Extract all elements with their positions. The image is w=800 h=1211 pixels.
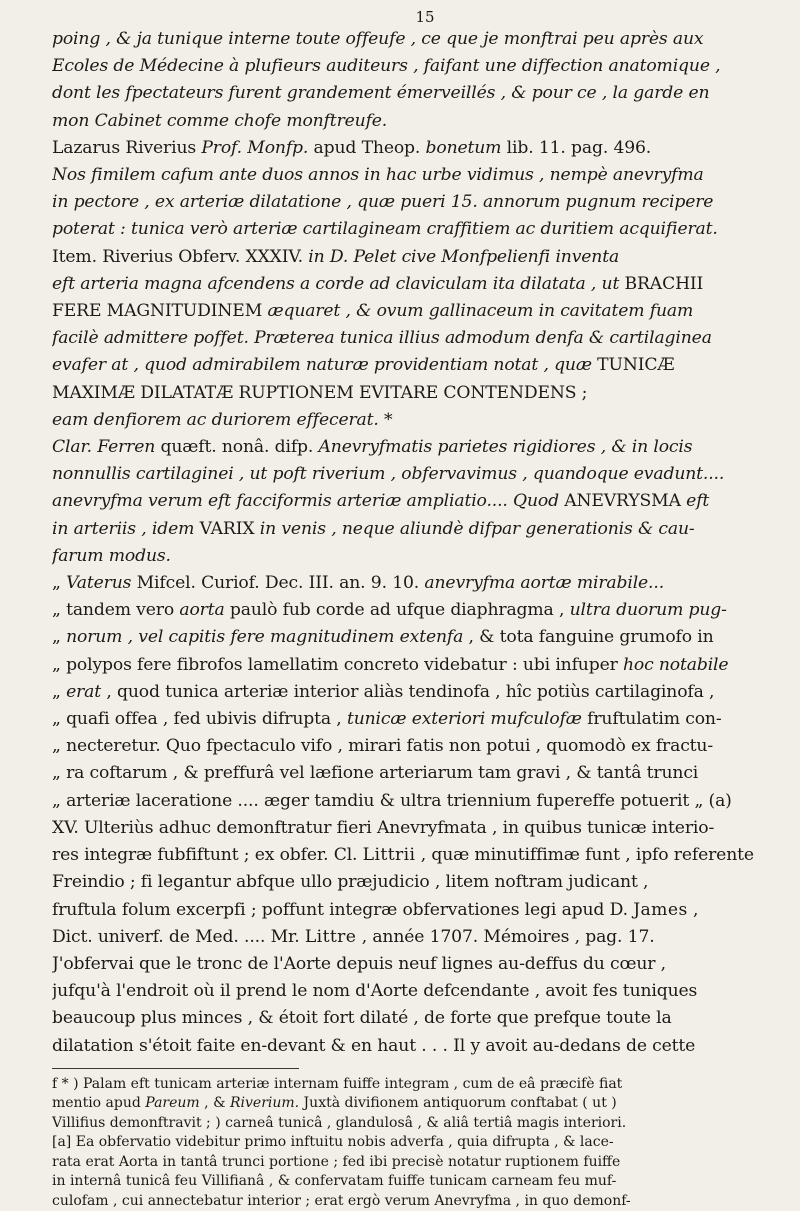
text-line: [52, 924, 758, 951]
text-run: mon Cabinet comme chofe monftreufe.: [52, 110, 388, 131]
text-run: „ arteriæ laceratione .... æger tamdiu & ultra triennium fupereffe potuerit „ (a): [52, 790, 732, 811]
footnote-line: [52, 1153, 758, 1173]
text-run: Ecoles de Médecine à plufieurs auditeurs , faifant une diffection anatomique ,: [52, 56, 721, 77]
text-line: [52, 733, 758, 760]
text-line: [52, 352, 758, 379]
text-run: J'obfervai que le tronc de l'Aorte depuis neuf lignes au-deffus du cœur ,: [52, 953, 666, 974]
text-run: dilatation s'étoit faite en-devant & en haut . . . Il y avoit au-dedans de cette: [52, 1035, 696, 1056]
text-run: bonetum: [425, 137, 502, 158]
text-run: dont les fpectateurs furent grandement émerveillés , & pour ce , la garde en: [52, 83, 710, 104]
body-text: [52, 26, 758, 1060]
text-run: „ quafi offea , fed ubivis difrupta ,: [52, 709, 347, 730]
text-line: [52, 488, 758, 515]
text-line: [52, 951, 758, 978]
text-run: mentio apud: [52, 1095, 146, 1112]
text-run: XV. Ulteriùs adhuc demonftratur fieri Anevryfmata , in quibus tunicæ interio-: [52, 817, 715, 838]
text-line: [52, 624, 758, 651]
text-line: [52, 1033, 758, 1060]
text-run: apud Theop.: [308, 137, 426, 158]
text-line: [52, 80, 758, 107]
text-run: Littre: [304, 926, 357, 947]
text-line: [52, 244, 758, 271]
text-run: „: [52, 627, 67, 648]
text-run: Juxtà divifionem antiquorum conftabat ( ut ): [299, 1095, 617, 1112]
text-run: Nos fimilem cafum ante duos annos in hac urbe vidimus , nempè anevryfma: [52, 165, 704, 186]
text-line: [52, 461, 758, 488]
text-line: [52, 380, 758, 407]
text-run: TUNICÆ: [591, 355, 675, 376]
text-line: [52, 842, 758, 869]
footnote-line: [52, 1172, 758, 1192]
text-run: , &: [199, 1095, 230, 1112]
text-line: [52, 162, 758, 189]
text-run: „: [52, 681, 67, 702]
text-run: „ polypos fere fibrofos lamellatim concreto videbatur : ubi infuper: [52, 654, 623, 675]
text-run: Dict. univerf. de Med. .... Mr.: [52, 926, 305, 947]
text-run: nonnullis cartilaginei , ut poft riverium , obfervavimus , quandoque evadunt....: [52, 464, 725, 485]
text-run: ANEVRYSMA: [558, 491, 687, 512]
text-run: in venis , neque aliundè difpar generationis & cau-: [259, 518, 695, 539]
text-run: Prof. Monfp.: [201, 137, 309, 158]
text-run: eft arteria magna afcendens a corde ad claviculam ita dilatata , ut: [52, 273, 620, 294]
text-run: , quæ minutiffimæ funt , ipfo referente: [415, 845, 754, 866]
text-line: [52, 516, 758, 543]
text-run: , année 1707. Mémoires , pag. 17.: [356, 926, 655, 947]
page-number: 15: [415, 8, 435, 26]
footnote-rule: [52, 1068, 299, 1069]
text-run: VARIX: [194, 518, 260, 539]
text-line: [52, 570, 758, 597]
text-run: eam denfiorem ac duriorem effecerat. *: [52, 409, 393, 430]
text-run: quæft. nonâ. difp.: [155, 437, 319, 458]
text-run: MAXIMÆ DILATATÆ RUPTIONEM EVITARE CONTENDENS ;: [52, 382, 588, 403]
text-run: evafer at , quod admirabilem naturæ providentiam notat , quæ: [52, 355, 592, 376]
text-run: Item. Riverius Obferv. XXXIV.: [52, 246, 309, 267]
text-line: [52, 434, 758, 461]
text-run: hoc notabile: [622, 654, 729, 675]
text-line: [52, 325, 758, 352]
footnote-line: [52, 1094, 758, 1114]
text-run: facilè admittere poffet. Præterea tunica illius admodum denfa & cartilaginea: [52, 328, 712, 349]
text-run: f * ) Palam eft tunicam arteriæ internam fuiffe integram , cum de eâ præcifè fiat: [52, 1075, 623, 1092]
text-run: eft: [686, 491, 710, 512]
text-line: [52, 760, 758, 787]
text-run: æquaret , & ovum gallinaceum in cavitatem fuam: [267, 301, 694, 322]
text-run: [a] Ea obfervatio videbitur primo inftuitu nobis adverfa , quia difrupta , & lace-: [52, 1134, 614, 1151]
text-line: [52, 978, 758, 1005]
text-run: Mifcel. Curiof. Dec. III. an. 9. 10.: [131, 573, 425, 594]
text-run: ,: [687, 899, 699, 920]
footnote-line: [52, 1192, 758, 1211]
text-run: poing , & ja tunique interne toute offeufe , ce que je monftrai peu après aux: [52, 29, 704, 49]
text-run: Villifius demonftravit ; ) carneâ tunicâ , glandulosâ , & aliâ tertiâ magis interiori.: [52, 1114, 627, 1131]
text-run: Freindio ; fi legantur abfque ullo præjudicio , litem noftram judicant ,: [52, 872, 649, 893]
text-run: aorta: [179, 600, 225, 621]
text-line: [52, 597, 758, 624]
text-run: „ ra coftarum , & preffurâ vel læfione arteriarum tam gravi , & tantâ trunci: [52, 763, 699, 784]
text-line: [52, 815, 758, 842]
text-run: culofam , cui annectebatur interior ; erat ergò verum Anevryfma , in quo demonf-: [52, 1192, 631, 1209]
text-line: [52, 271, 758, 298]
text-run: anevryfma aortæ mirabile...: [424, 573, 665, 594]
text-line: [52, 543, 758, 570]
text-run: Anevryfmatis parietes rigidiores , & in locis: [318, 437, 693, 458]
text-run: Pareum: [145, 1095, 200, 1112]
text-run: FERE MAGNITUDINEM: [52, 301, 268, 322]
text-run: Riverium.: [229, 1095, 300, 1112]
text-line: [52, 897, 758, 924]
text-run: in internâ tunicâ feu Villifianâ , & confervatam fuiffe tunicam carneam feu muf-: [52, 1173, 617, 1190]
text-run: jufqu'à l'endroit où il prend le nom d'Aorte defcendante , avoit fes tuniques: [52, 981, 698, 1002]
text-run: in pectore , ex arteriæ dilatatione , quæ pueri 15. annorum pugnum recipere: [52, 192, 714, 213]
text-run: farum modus.: [52, 545, 171, 566]
text-run: anevryfma verum eft facciformis arteriæ ampliatio.... Quod: [52, 491, 559, 512]
text-run: fruftula folum excerpfi ; poffunt integræ obfervationes legi apud D.: [52, 899, 634, 920]
text-run: „ necteretur. Quo fpectaculo vifo , mirari fatis non potui , quomodò ex fractu-: [52, 736, 714, 757]
text-run: norum , vel capitis fere magnitudinem extenfa: [66, 627, 464, 648]
text-line: [52, 679, 758, 706]
text-line: [52, 298, 758, 325]
text-run: beaucoup plus minces , & étoit fort dilaté , de forte que prefque toute la: [52, 1008, 672, 1029]
text-run: paulò fub corde ad ufque diaphragma ,: [224, 600, 570, 621]
text-run: James: [633, 899, 688, 920]
text-run: fruftulatim con-: [581, 709, 722, 730]
footnote-line: [52, 1114, 758, 1134]
text-run: BRACHII: [619, 273, 704, 294]
text-run: rata erat Aorta in tantâ trunci portione ; fed ibi precisè notatur ruptionem fuiffe: [52, 1153, 621, 1170]
text-line: [52, 706, 758, 733]
text-run: tunicæ exteriori mufculofæ: [346, 709, 582, 730]
text-run: ultra duorum pug-: [569, 600, 727, 621]
text-line: [52, 189, 758, 216]
text-run: Clar. Ferren: [52, 437, 156, 458]
text-run: res integræ fubfiftunt ; ex obfer. Cl.: [52, 845, 363, 866]
text-line: [52, 788, 758, 815]
text-line: [52, 135, 758, 162]
text-run: poterat : tunica verò arteriæ cartilagineam craffitiem ac duritiem acquifierat.: [52, 219, 718, 240]
text-line: [52, 26, 758, 53]
text-run: in D. Pelet cive Monfpelienfi inventa: [308, 246, 620, 267]
text-line: [52, 407, 758, 434]
text-run: Lazarus Riverius: [52, 137, 202, 158]
text-line: [52, 652, 758, 679]
text-line: [52, 53, 758, 80]
text-run: lib. 11. pag. 496.: [501, 137, 652, 158]
text-run: , & tota fanguine grumofo in: [463, 627, 714, 648]
footnote-line: [52, 1133, 758, 1153]
footnotes: [52, 1075, 758, 1211]
text-run: „ tandem vero: [52, 600, 180, 621]
text-run: erat: [66, 681, 102, 702]
footnote-line: [52, 1075, 758, 1095]
text-run: „: [52, 573, 67, 594]
text-line: [52, 108, 758, 135]
text-run: , quod tunica arteriæ interior aliàs tendinofa , hîc potiùs cartilaginofa ,: [101, 681, 715, 702]
text-run: in arteriis , idem: [52, 518, 195, 539]
text-run: Littrii: [362, 845, 416, 866]
text-line: [52, 216, 758, 243]
text-line: [52, 1005, 758, 1032]
text-line: [52, 869, 758, 896]
text-run: Vaterus: [66, 573, 132, 594]
